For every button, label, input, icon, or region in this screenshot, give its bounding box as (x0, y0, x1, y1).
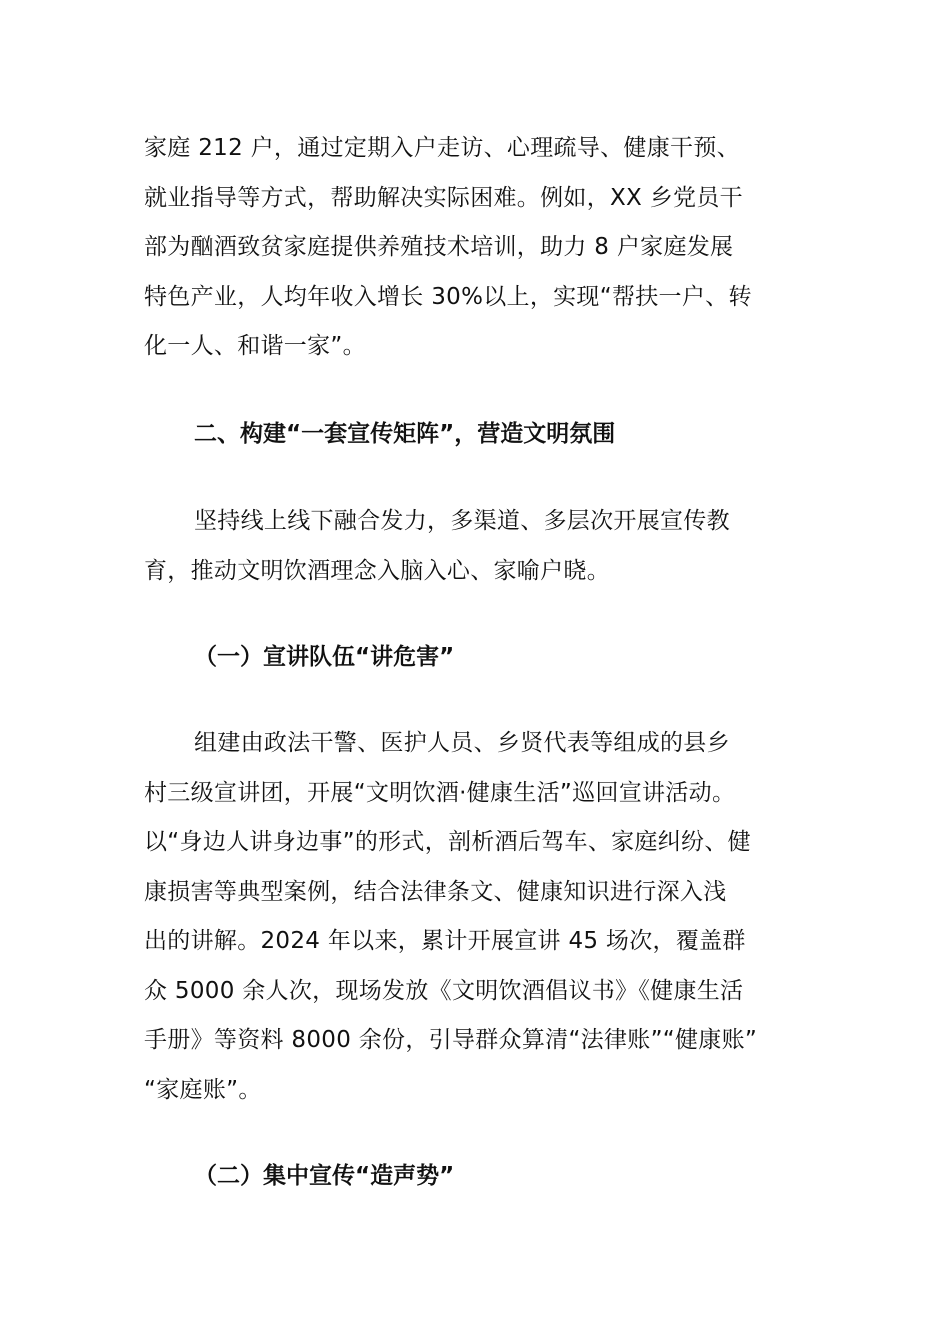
paragraph-line: 化一人、和谐一家”。 (144, 333, 366, 359)
paragraph-lecture-team (144, 719, 808, 1115)
section-heading: 二、构建“一套宣传矩阵”，营造文明氛围 (194, 421, 616, 447)
paragraph-line: 部为酗酒致贫家庭提供养殖技术培训，助力 8 户家庭发展 (144, 234, 734, 260)
paragraph-family-assistance (144, 124, 808, 372)
paragraph-line: 组建由政法干警、医护人员、乡贤代表等组成的县乡 (194, 730, 730, 756)
paragraph-line: 特色产业，人均年收入增长 30%以上，实现“帮扶一户、转 (144, 283, 752, 310)
subsection-heading: （一）宣讲队伍“讲危害” (194, 644, 455, 670)
paragraph-propaganda-intro (144, 497, 808, 596)
paragraph-line: 出的讲解。2024 年以来，累计开展宣讲 45 场次，覆盖群 (144, 928, 746, 954)
paragraph-line: 育，推动文明饮酒理念入脑入心、家喻户晓。 (144, 557, 610, 584)
paragraph-line: 众 5000 余人次，现场发放《文明饮酒倡议书》《健康生活 (144, 977, 744, 1004)
paragraph-line: 以“身边人讲身边事”的形式，剖析酒后驾车、家庭纠纷、健 (144, 829, 751, 855)
paragraph-line: 康损害等典型案例，结合法律条文、健康知识进行深入浅 (144, 878, 727, 905)
paragraph-line: 手册》等资料 8000 余份，引导群众算清“法律账”“健康账” (144, 1027, 758, 1053)
subsection-heading: （二）集中宣传“造声势” (194, 1163, 455, 1189)
paragraph-line: 家庭 212 户，通过定期入户走访、心理疏导、健康干预、 (144, 135, 740, 161)
paragraph-line: 坚持线上线下融合发力，多渠道、多层次开展宣传教 (194, 508, 730, 534)
paragraph-line: 就业指导等方式，帮助解决实际困难。例如，XX 乡党员干 (144, 184, 743, 211)
paragraph-line: “家庭账”。 (144, 1076, 262, 1103)
paragraph-line: 村三级宣讲团，开展“文明饮酒·健康生活”巡回宣讲活动。 (144, 779, 736, 806)
